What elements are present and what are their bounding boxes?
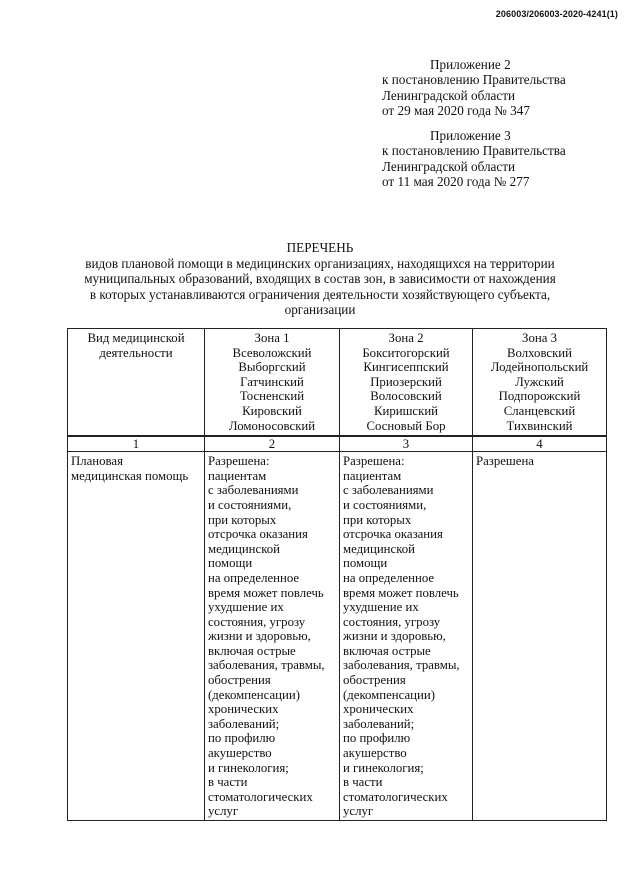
cell-line: Разрешена (476, 454, 534, 469)
heading-title: ПЕРЕЧЕНЬ (286, 240, 354, 255)
cell-line: Лодейнопольский (490, 360, 589, 375)
column-number: 1 (68, 436, 205, 452)
cell-line: включая острые (208, 643, 296, 658)
cell-line: медицинской (208, 541, 281, 556)
cell-line: Волосовский (370, 389, 442, 404)
zone1-cell (205, 452, 340, 821)
appendix-3-title: Приложение 3 (430, 128, 511, 143)
cell-line: Всеволожский (232, 345, 312, 360)
cell-line: Бокситогорский (362, 345, 450, 360)
heading-line: видов плановой помощи в медицинских организациях, находящихся на территории (85, 255, 555, 271)
cell-line: Разрешена: (208, 454, 270, 469)
cell-line: заболевания, травмы, (343, 658, 460, 673)
cell-line: при которых (343, 512, 412, 527)
cell-line: Плановая (71, 454, 123, 469)
cell-line: и гинекология; (208, 760, 289, 775)
cell-line: (декомпенсации) (208, 687, 300, 702)
cell-line: Подпорожский (498, 389, 581, 404)
header-zone1 (208, 331, 336, 433)
appendix-2-line: от 29 мая 2020 года № 347 (382, 102, 530, 118)
cell-line: Разрешена: (343, 454, 405, 469)
cell-line: при которых (208, 512, 277, 527)
zone3-text (476, 454, 603, 469)
cell-line: помощи (343, 556, 388, 571)
cell-line: жизни и здоровью, (343, 629, 446, 644)
cell-line: Киришский (373, 403, 439, 418)
heading-line: в которых устанавливаются ограничения деятельности хозяйствующего субъекта, (89, 286, 551, 302)
heading-line: организации (284, 302, 356, 317)
appendix-2-line: Ленинградской области (382, 87, 516, 103)
cell-line: деятельности (99, 345, 173, 360)
cell-line: Зона 1 (254, 331, 290, 345)
cell-line: пациентам (343, 468, 402, 483)
cell-line: обострения (343, 673, 406, 688)
zone1-text (208, 454, 336, 819)
cell-line: отсрочка оказания (208, 527, 308, 542)
cell-line: включая острые (343, 643, 431, 658)
zone2-text (343, 454, 469, 819)
appendix-3-line: от 11 мая 2020 года № 277 (382, 173, 530, 189)
appendix-3-block (382, 128, 566, 189)
cell-line: Приозерский (370, 374, 442, 389)
cell-line: хронических (343, 702, 414, 717)
cell-line: медицинская помощь (71, 468, 189, 483)
zone3-cell (473, 452, 607, 821)
header-zone3-cell (473, 329, 607, 437)
table-row (68, 452, 607, 821)
table-number-row (68, 436, 607, 452)
cell-line: Тосненский (239, 389, 305, 404)
cell-line: с заболеваниями (343, 483, 434, 498)
document-id: 206003/206003-2020-4241(1) (495, 9, 618, 19)
cell-line: заболевания, травмы, (208, 658, 325, 673)
cell-line: Зона 3 (522, 331, 557, 345)
cell-line: акушерство (343, 746, 407, 761)
appendix-2-block (382, 57, 566, 118)
cell-line: стоматологических (343, 789, 448, 804)
header-zone1-cell (205, 329, 340, 437)
cell-line: медицинской (343, 541, 416, 556)
table-header-row (68, 329, 607, 437)
zone2-cell (340, 452, 473, 821)
header-zone3 (476, 331, 603, 433)
cell-line: Сланцевский (503, 403, 576, 418)
cell-line: с заболеваниями (208, 483, 299, 498)
cell-line: пациентам (208, 468, 267, 483)
cell-line: жизни и здоровью, (208, 629, 311, 644)
cell-line: время может повлечь (343, 585, 459, 600)
cell-line: и состояниями, (208, 497, 292, 512)
cell-line: Кингисеппский (363, 360, 449, 375)
cell-line: отсрочка оказания (343, 527, 443, 542)
activity-cell (68, 452, 205, 821)
header-zone2 (343, 331, 469, 433)
header-zone2-cell (340, 329, 473, 437)
cell-line: и состояниями, (343, 497, 427, 512)
activity-text (71, 454, 201, 483)
appendix-2-line: к постановлению Правительства (382, 72, 566, 88)
cell-line: на определенное (208, 570, 300, 585)
cell-line: Сосновый Бор (366, 418, 446, 433)
appendix-3-line: Ленинградской области (382, 158, 516, 174)
cell-line: в части (208, 775, 248, 790)
cell-line: Зона 2 (388, 331, 424, 345)
column-number: 4 (473, 436, 607, 452)
header-activity-cell (68, 329, 205, 437)
cell-line: услуг (343, 804, 374, 819)
cell-line: Волховский (506, 345, 573, 360)
zones-table (67, 328, 607, 821)
cell-line: и гинекология; (343, 760, 424, 775)
cell-line: ухудшение их (208, 600, 284, 615)
column-number: 3 (340, 436, 473, 452)
cell-line: Лужский (515, 374, 564, 389)
cell-line: на определенное (343, 570, 435, 585)
cell-line: Выборгский (238, 360, 306, 375)
cell-line: акушерство (208, 746, 272, 761)
cell-line: состояния, угрозу (208, 614, 306, 629)
cell-line: по профилю (343, 731, 411, 746)
cell-line: Тихвинский (506, 418, 573, 433)
cell-line: помощи (208, 556, 253, 571)
header-activity (71, 331, 201, 360)
cell-line: Гатчинский (240, 374, 304, 389)
cell-line: заболеваний; (343, 716, 415, 731)
cell-line: время может повлечь (208, 585, 324, 600)
cell-line: в части (343, 775, 383, 790)
cell-line: Кировский (242, 403, 302, 418)
cell-line: обострения (208, 673, 271, 688)
cell-line: ухудшение их (343, 600, 419, 615)
appendix-3-line: к постановлению Правительства (382, 143, 566, 159)
heading-line: муниципальных образований, входящих в состав зон, в зависимости от нахождения (84, 271, 556, 286)
cell-line: состояния, угрозу (343, 614, 441, 629)
appendix-2-title: Приложение 2 (430, 57, 511, 72)
cell-line: услуг (208, 804, 239, 819)
cell-line: (декомпенсации) (343, 687, 435, 702)
cell-line: стоматологических (208, 789, 313, 804)
cell-line: хронических (208, 702, 279, 717)
cell-line: по профилю (208, 731, 276, 746)
cell-line: Вид медицинской (87, 331, 185, 345)
document-heading (0, 240, 640, 318)
cell-line: Ломоносовский (228, 418, 316, 433)
cell-line: заболеваний; (208, 716, 280, 731)
column-number: 2 (205, 436, 340, 452)
